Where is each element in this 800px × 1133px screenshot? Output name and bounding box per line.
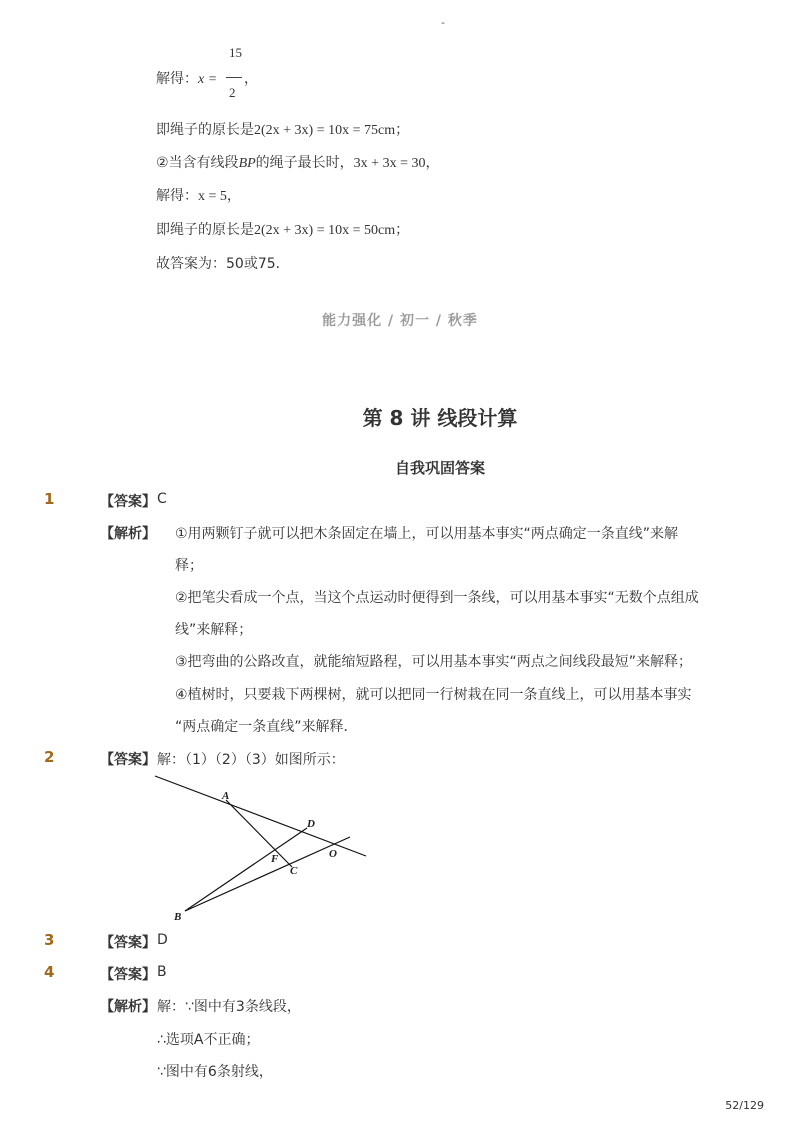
point-label-b: B xyxy=(174,911,182,920)
course-banner: 能力强化 / 初一 / 秋季 xyxy=(322,313,478,329)
fraction-solution-line xyxy=(156,44,296,104)
geometry-figure xyxy=(140,770,380,920)
solve-x5-line: 解得：x = 5， xyxy=(156,188,241,204)
point-label-c: C xyxy=(290,865,298,877)
answer-label-3: 【答案】 xyxy=(100,935,156,951)
lecture-title: 第 8 讲 线段计算 xyxy=(362,406,518,430)
answer-value-4: B xyxy=(157,964,167,980)
rope-length-50-line: 即绳子的原长是2(2x + 3x) = 10x = 50cm； xyxy=(156,222,410,238)
analysis-label-4: 【解析】 xyxy=(100,999,156,1015)
final-answer-line: 故答案为：50或75． xyxy=(156,256,290,272)
question-number-1: 1 xyxy=(44,490,55,508)
fraction-denominator: 2 xyxy=(229,85,236,100)
jiede-label: 解得：x = xyxy=(156,71,218,87)
section-title: 自我巩固答案 xyxy=(394,459,485,477)
answer-value-3: D xyxy=(157,932,168,948)
analysis-line: 解：∵图中有3条线段， xyxy=(157,999,301,1015)
answer-value-1: C xyxy=(157,491,167,507)
question-number-2: 2 xyxy=(44,748,55,766)
ray-b-o xyxy=(185,837,350,911)
analysis-line: ∵图中有6条射线， xyxy=(157,1064,273,1080)
segment-a-c xyxy=(226,800,292,867)
case-bp-line: ②当含有线段BP的绳子最长时，3x + 3x = 30， xyxy=(156,155,440,171)
analysis-line: 释； xyxy=(175,558,203,574)
analysis-line: ④植树时，只要栽下两棵树，就可以把同一行树栽在同一条直线上，可以用基本事实 xyxy=(175,687,692,703)
segment-b-d xyxy=(185,828,307,911)
analysis-line: ∴选项A不正确； xyxy=(157,1032,260,1048)
analysis-line: ①用两颗钉子就可以把木条固定在墙上，可以用基本事实“两点确定一条直线”来解 xyxy=(175,526,679,542)
question-number-4: 4 xyxy=(44,963,55,981)
analysis-label-1: 【解析】 xyxy=(100,526,156,542)
fraction-tail: ， xyxy=(244,71,258,87)
point-label-d: D xyxy=(307,818,315,830)
point-label-a: A xyxy=(222,790,230,802)
answer-label-1: 【答案】 xyxy=(100,494,156,510)
analysis-line: ②把笔尖看成一个点，当这个点运动时便得到一条线，可以用基本事实“无数个点组成 xyxy=(175,590,699,606)
page-top-mark: - xyxy=(441,16,445,29)
point-label-o: O xyxy=(329,848,337,860)
page-number: 52/129 xyxy=(725,1099,764,1112)
answer-label-4: 【答案】 xyxy=(100,967,156,983)
fraction-bar xyxy=(226,77,242,78)
answer-label-2: 【答案】 xyxy=(100,752,156,768)
answer-value-2: 解：（1）（2）（3）如图所示： xyxy=(157,752,345,768)
rope-length-75-line: 即绳子的原长是2(2x + 3x) = 10x = 75cm； xyxy=(156,122,410,138)
analysis-line: “两点确定一条直线”来解释． xyxy=(175,719,358,735)
analysis-line: ③把弯曲的公路改直，就能缩短路程，可以用基本事实“两点之间线段最短”来解释； xyxy=(175,654,693,670)
fraction-numerator: 15 xyxy=(229,45,242,60)
analysis-line: 线”来解释； xyxy=(175,622,253,638)
point-label-f: F xyxy=(271,853,279,865)
question-number-3: 3 xyxy=(44,931,55,949)
